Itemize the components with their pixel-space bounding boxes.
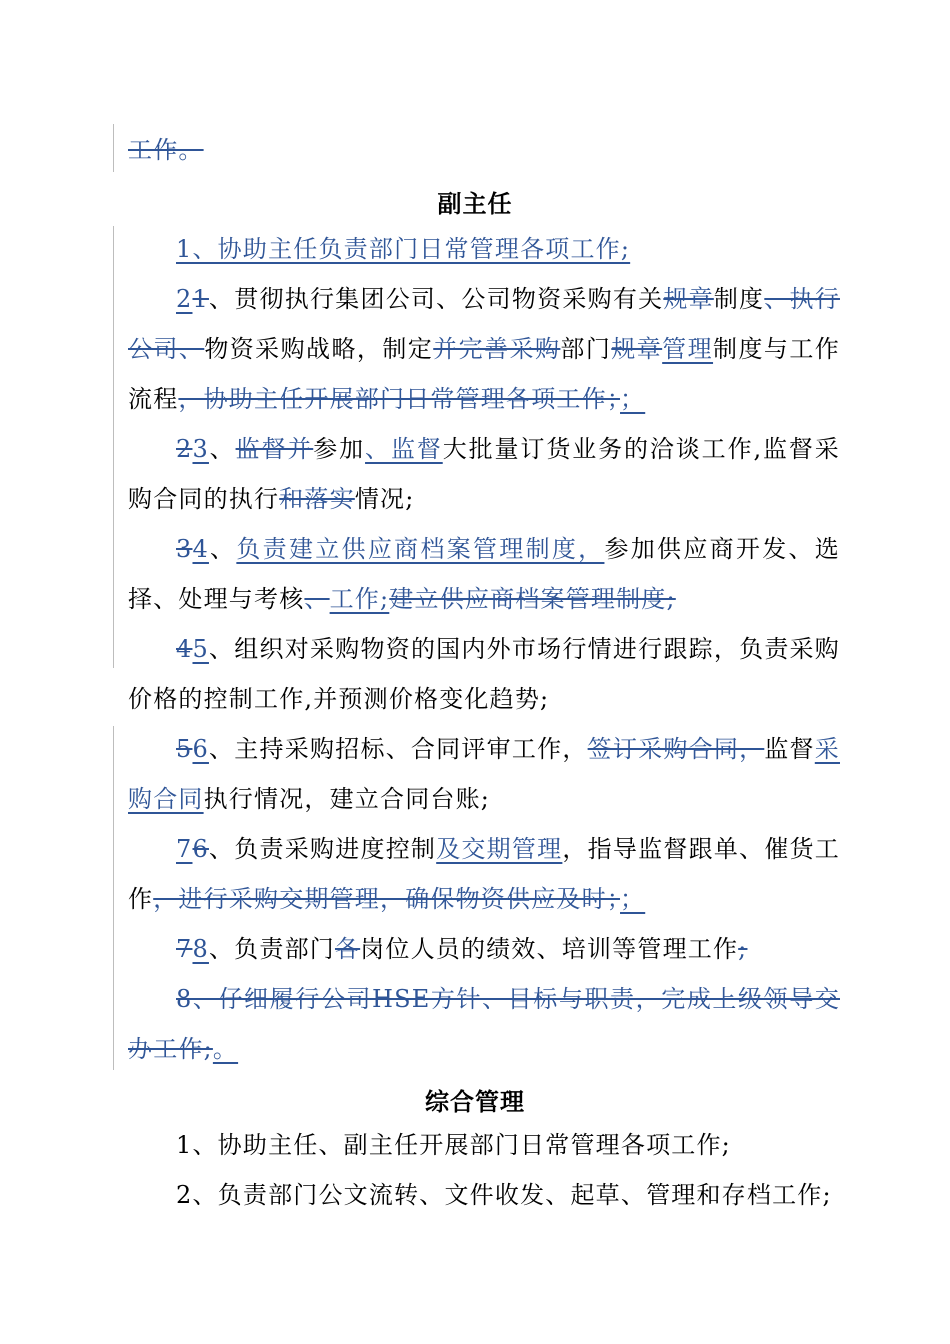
inserted-text: 管理 bbox=[662, 335, 714, 363]
paragraph-top bbox=[128, 125, 840, 175]
inserted-text: 7 bbox=[176, 835, 193, 863]
text-run: 部门 bbox=[560, 335, 612, 363]
deleted-text: 建立供应商档案管理制度; bbox=[389, 585, 676, 613]
text-run: 参加 bbox=[313, 435, 366, 463]
text-run: 制度与工作流程 bbox=[128, 335, 840, 413]
deleted-text: 2 bbox=[176, 435, 193, 463]
deputy-item bbox=[128, 924, 840, 974]
change-bar bbox=[113, 226, 114, 668]
section-heading-deputy: 副主任 bbox=[437, 190, 513, 218]
text-run: ，指导监督跟单、催货工作 bbox=[128, 835, 840, 913]
text-run: 、 bbox=[208, 535, 237, 563]
deleted-text: ; bbox=[738, 935, 748, 963]
deleted-text: ，进行采购交期管理，确保物资供应及时； bbox=[153, 885, 621, 913]
general-item bbox=[128, 1120, 840, 1170]
inserted-text: 3 bbox=[192, 435, 209, 463]
deleted-text: 4 bbox=[176, 635, 193, 663]
deleted-text: 签订采购合同， bbox=[587, 735, 765, 763]
deleted-text: 3 bbox=[176, 535, 193, 563]
deleted-text: 7 bbox=[176, 935, 193, 963]
text-run: 、 bbox=[208, 435, 236, 463]
inserted-text: 及交期管理 bbox=[436, 835, 563, 863]
deputy-item bbox=[128, 824, 840, 924]
deleted-text: 1 bbox=[192, 285, 209, 313]
inserted-text: 。 bbox=[212, 1035, 239, 1063]
inserted-text: 、监督 bbox=[365, 435, 443, 463]
deleted-text: 8、仔细履行公司HSE方针、目标与职责，完成上级领导交办工作; bbox=[128, 985, 840, 1063]
text-run: 执行情况，建立合同台账; bbox=[203, 785, 491, 813]
deputy-item bbox=[128, 974, 840, 1074]
text-run: 情况; bbox=[354, 485, 415, 513]
deputy-item bbox=[128, 424, 840, 524]
deputy-item bbox=[128, 274, 840, 424]
inserted-text: 采购合同 bbox=[128, 735, 840, 813]
deleted-text: 6 bbox=[192, 835, 209, 863]
text-run: 监督 bbox=[764, 735, 815, 763]
text-run: 、贯彻执行集团公司、公司物资采购有关 bbox=[208, 285, 664, 313]
deleted-text: 规章 bbox=[663, 285, 714, 313]
change-bar bbox=[113, 726, 114, 1070]
deleted-text: ，协助主任开展部门日常管理各项工作； bbox=[178, 385, 621, 413]
text-run: 岗位人员的绩效、培训等管理工作 bbox=[360, 935, 739, 963]
deleted-text: 、执行公司、 bbox=[128, 285, 840, 363]
deleted-text: 并完善采购 bbox=[433, 335, 561, 363]
inserted-text: 1、协助主任负责部门日常管理各项工作; bbox=[176, 235, 631, 263]
inserted-text: 8 bbox=[192, 935, 209, 963]
text-run: 、负责部门 bbox=[208, 935, 335, 963]
deleted-text: 工作。 bbox=[128, 136, 204, 164]
inserted-text: ； bbox=[620, 885, 646, 913]
deputy-item bbox=[128, 724, 840, 824]
deputy-item bbox=[128, 524, 840, 624]
deleted-text: 规章 bbox=[611, 335, 663, 363]
inserted-text: 4 bbox=[192, 535, 209, 563]
text-run: 2、负责部门公文流转、文件收发、起草、管理和存档工作; bbox=[176, 1181, 832, 1209]
inserted-text: ； bbox=[620, 385, 646, 413]
deleted-text: 5 bbox=[176, 735, 193, 763]
inserted-text: 2 bbox=[176, 285, 193, 313]
deputy-item bbox=[128, 224, 840, 274]
deleted-text: 监督并 bbox=[235, 435, 314, 463]
inserted-text: 工作; bbox=[329, 585, 390, 613]
text-run: 、组织对采购物资的国内外市场行情进行跟踪，负责采购价格的控制工作,并预测价格变化趋势; bbox=[128, 635, 840, 713]
text-run: 大批量订货业务的洽谈工作,监督采购合同的执行 bbox=[128, 435, 840, 513]
deleted-text: 各 bbox=[334, 935, 361, 963]
inserted-text: 6 bbox=[192, 735, 209, 763]
general-item bbox=[128, 1170, 840, 1220]
text-run: 制度 bbox=[713, 285, 765, 313]
text-run: 参加供应商开发、选择、处理与考核 bbox=[128, 535, 840, 613]
change-bar bbox=[113, 124, 114, 172]
text-run: 1、协助主任、副主任开展部门日常管理各项工作; bbox=[176, 1131, 731, 1159]
inserted-text: 5 bbox=[192, 635, 209, 663]
text-run: 、主持采购招标、合同评审工作， bbox=[208, 735, 588, 763]
text-run: 物资采购战略，制定 bbox=[204, 335, 434, 363]
inserted-text: 负责建立供应商档案管理制度， bbox=[236, 535, 605, 563]
deleted-text: 和落实 bbox=[279, 485, 355, 513]
text-run: 、负责采购进度控制 bbox=[208, 835, 437, 863]
section-heading-general: 综合管理 bbox=[425, 1088, 525, 1116]
deputy-item bbox=[128, 624, 840, 724]
deleted-text: 、 bbox=[304, 585, 330, 613]
